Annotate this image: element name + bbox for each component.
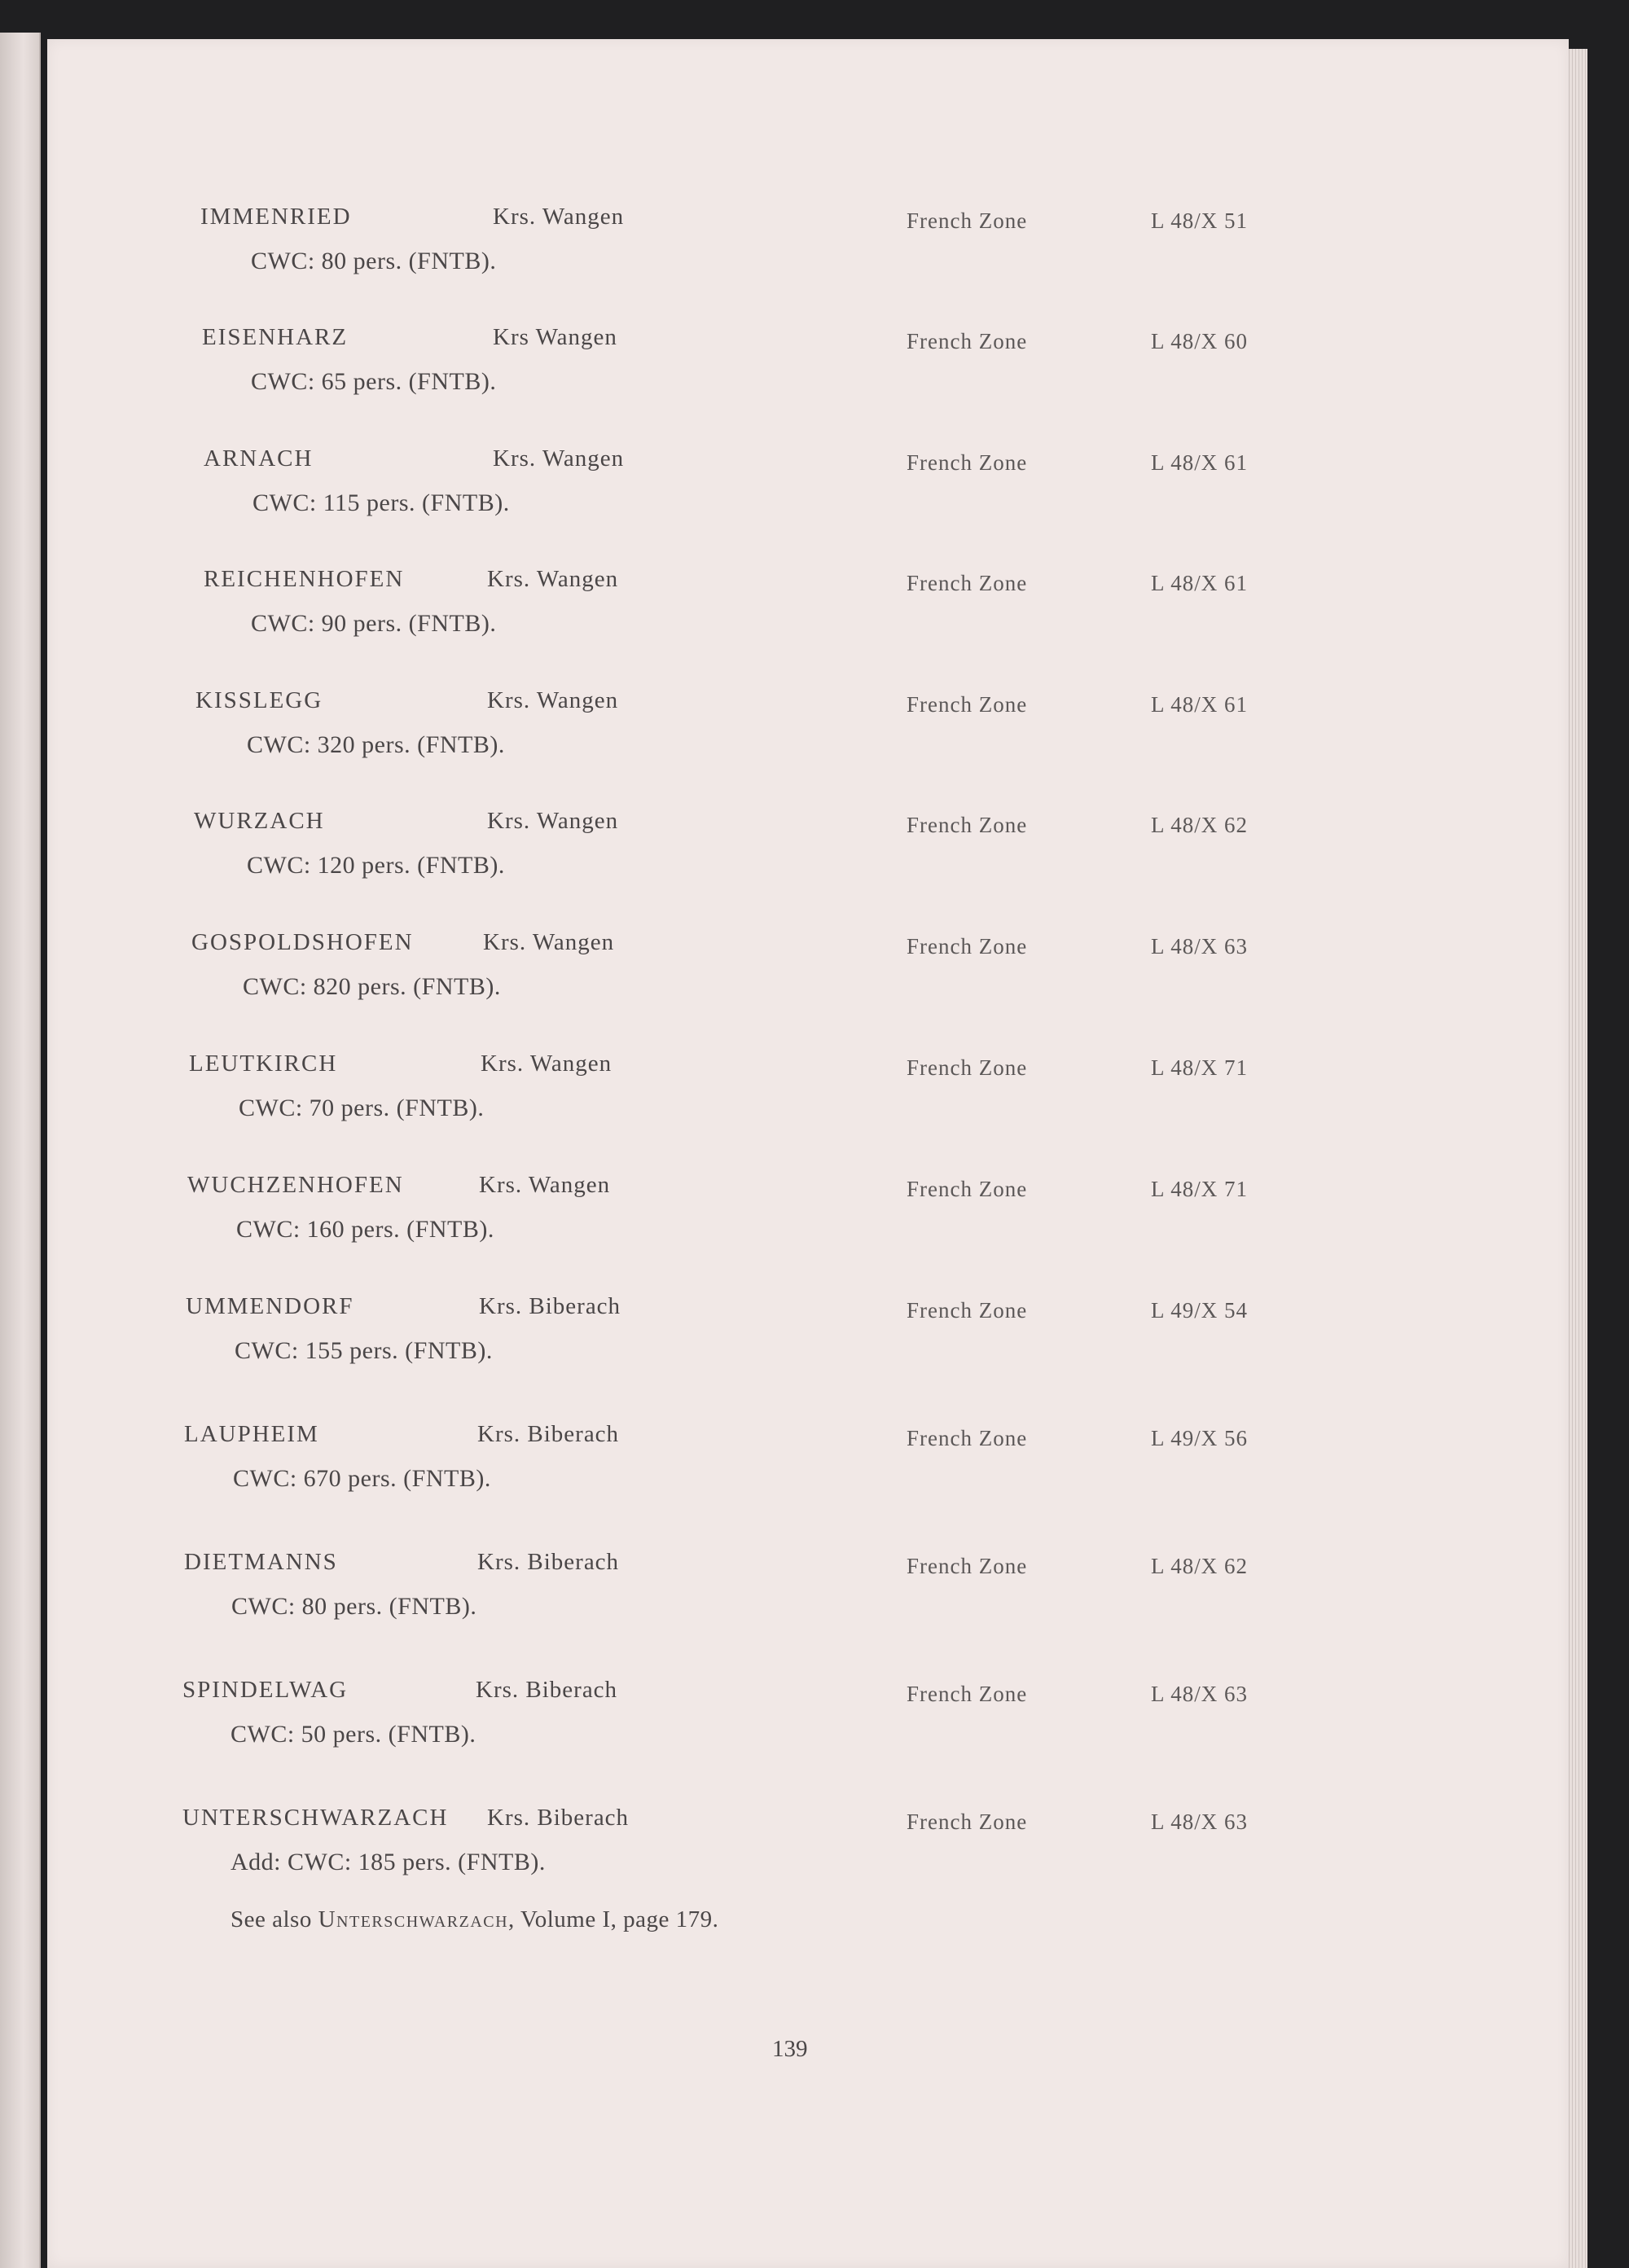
entry-zone: French Zone <box>907 934 1028 959</box>
see-also-prefix: See also <box>231 1906 312 1932</box>
entry-zone: French Zone <box>907 1682 1028 1706</box>
entry-district: Krs. Biberach <box>477 1549 620 1575</box>
entry-name: KISSLEGG <box>195 687 323 713</box>
entry-gospoldshofen <box>47 929 1569 1027</box>
entry-zone: French Zone <box>907 1177 1028 1201</box>
entry-detail: CWC: 160 pers. (FNTB). <box>236 1216 494 1243</box>
entry-grid-ref: L 48/X 62 <box>1151 1554 1248 1578</box>
entry-zone: French Zone <box>907 813 1028 837</box>
entry-grid-ref: L 49/X 54 <box>1151 1298 1248 1323</box>
entry-grid-ref: L 48/X 60 <box>1151 329 1248 353</box>
entry-district: Krs. Biberach <box>479 1293 621 1319</box>
entry-detail: CWC: 50 pers. (FNTB). <box>231 1721 476 1748</box>
entry-grid-ref: L 48/X 63 <box>1151 1682 1248 1706</box>
entry-spindelwag <box>47 1677 1569 1774</box>
entry-detail: CWC: 820 pers. (FNTB). <box>243 973 501 1000</box>
entry-name: EISENHARZ <box>202 324 349 350</box>
entry-grid-ref: L 48/X 63 <box>1151 1810 1248 1834</box>
entry-district: Krs. Wangen <box>487 687 619 713</box>
entry-grid-ref: L 48/X 62 <box>1151 813 1248 837</box>
entry-district: Krs. Wangen <box>481 1051 613 1077</box>
entry-wurzach <box>47 808 1569 906</box>
entry-district: Krs. Wangen <box>487 566 619 592</box>
entry-zone: French Zone <box>907 571 1028 595</box>
entry-zone: French Zone <box>907 1554 1028 1578</box>
entry-name: DIETMANNS <box>184 1549 338 1575</box>
entry-detail: CWC: 80 pers. (FNTB). <box>231 1593 477 1620</box>
entry-reichenhofen <box>47 566 1569 664</box>
entry-wuchzenhofen <box>47 1172 1569 1270</box>
entry-zone: French Zone <box>907 208 1028 233</box>
entry-grid-ref: L 49/X 56 <box>1151 1426 1248 1450</box>
see-also-suffix: , Volume I, page 179. <box>508 1906 719 1932</box>
entry-name: WUCHZENHOFEN <box>187 1172 404 1198</box>
entry-zone: French Zone <box>907 1298 1028 1323</box>
page-number: 139 <box>772 2036 808 2062</box>
entry-district: Krs. Wangen <box>493 445 625 472</box>
entry-district: Krs. Wangen <box>493 204 625 230</box>
entry-name: REICHENHOFEN <box>204 566 405 592</box>
entry-district: Krs. Biberach <box>476 1677 618 1703</box>
entry-name: UNTERSCHWARZACH <box>182 1805 449 1831</box>
entry-leutkirch <box>47 1051 1569 1148</box>
entry-name: UMMENDORF <box>186 1293 354 1319</box>
entry-grid-ref: L 48/X 71 <box>1151 1055 1248 1080</box>
entry-grid-ref: L 48/X 61 <box>1151 571 1248 595</box>
entry-laupheim <box>47 1421 1569 1519</box>
entry-detail: CWC: 115 pers. (FNTB). <box>252 489 510 516</box>
entry-district: Krs. Wangen <box>487 808 619 834</box>
entry-name: SPINDELWAG <box>182 1677 349 1703</box>
facing-page-edge <box>0 33 41 2268</box>
entry-zone: French Zone <box>907 692 1028 717</box>
entry-name: LAUPHEIM <box>184 1421 319 1447</box>
entry-district: Krs. Wangen <box>483 929 615 955</box>
entry-detail: CWC: 90 pers. (FNTB). <box>251 610 497 637</box>
see-also-place: Unterschwarzach <box>318 1906 509 1932</box>
entry-district: Krs. Biberach <box>477 1421 620 1447</box>
entry-grid-ref: L 48/X 63 <box>1151 934 1248 959</box>
entry-detail: CWC: 120 pers. (FNTB). <box>247 852 505 879</box>
entry-district: Krs. Wangen <box>479 1172 611 1198</box>
entry-grid-ref: L 48/X 71 <box>1151 1177 1248 1201</box>
entry-grid-ref: L 48/X 61 <box>1151 450 1248 475</box>
entry-grid-ref: L 48/X 51 <box>1151 208 1248 233</box>
see-also-note <box>231 1906 718 1933</box>
entry-detail: CWC: 670 pers. (FNTB). <box>233 1465 491 1492</box>
entry-zone: French Zone <box>907 450 1028 475</box>
document-page <box>47 39 1569 2268</box>
entry-name: GOSPOLDSHOFEN <box>191 929 414 955</box>
entry-detail: CWC: 320 pers. (FNTB). <box>247 731 505 758</box>
entry-immenried <box>47 204 1569 301</box>
entry-name: WURZACH <box>194 808 325 834</box>
entry-eisenharz <box>47 324 1569 422</box>
entry-name: ARNACH <box>204 445 314 472</box>
entry-grid-ref: L 48/X 61 <box>1151 692 1248 717</box>
entry-name: IMMENRIED <box>200 204 352 230</box>
entry-detail: CWC: 155 pers. (FNTB). <box>235 1337 493 1364</box>
entry-zone: French Zone <box>907 329 1028 353</box>
entry-ummendorf <box>47 1293 1569 1391</box>
entry-district: Krs Wangen <box>493 324 617 350</box>
entry-zone: French Zone <box>907 1810 1028 1834</box>
entry-name: LEUTKIRCH <box>189 1051 338 1077</box>
entry-detail: CWC: 80 pers. (FNTB). <box>251 248 497 274</box>
entry-kisslegg <box>47 687 1569 785</box>
entry-dietmanns <box>47 1549 1569 1647</box>
entry-unterschwarzach <box>47 1805 1569 1902</box>
entry-zone: French Zone <box>907 1055 1028 1080</box>
entry-district: Krs. Biberach <box>487 1805 630 1831</box>
entry-detail: Add: CWC: 185 pers. (FNTB). <box>231 1849 546 1875</box>
entry-zone: French Zone <box>907 1426 1028 1450</box>
page-stack-edge <box>1569 49 1587 2268</box>
entry-detail: CWC: 65 pers. (FNTB). <box>251 368 497 395</box>
entry-arnach <box>47 445 1569 543</box>
entry-detail: CWC: 70 pers. (FNTB). <box>239 1095 485 1121</box>
